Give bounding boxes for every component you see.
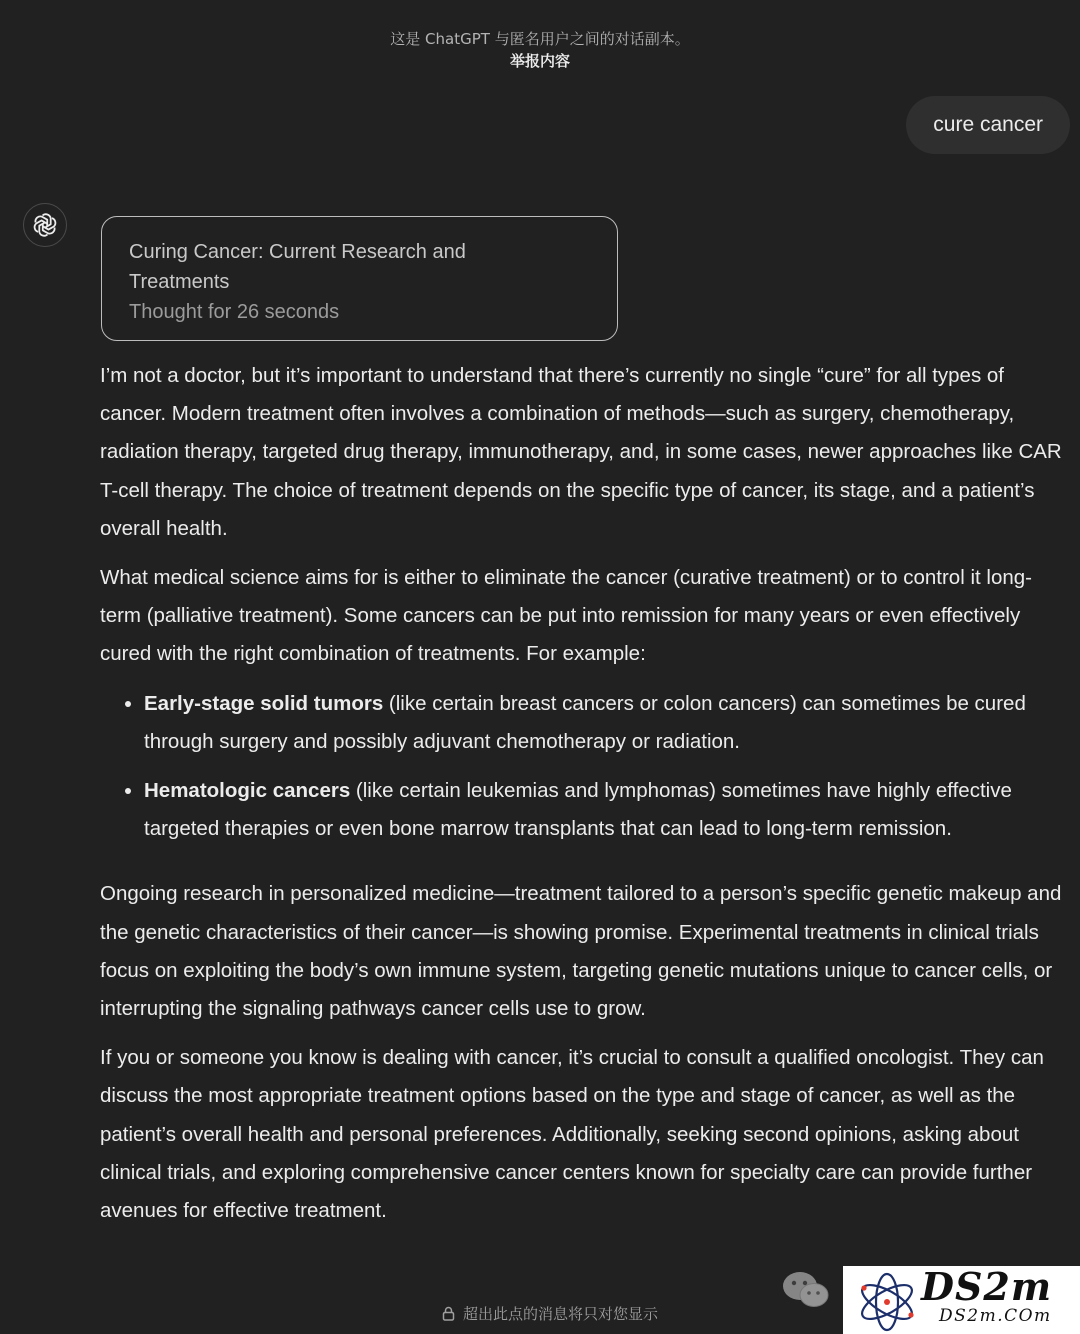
- shared-conversation-text: 这是 ChatGPT 与匿名用户之间的对话副本。: [390, 30, 690, 48]
- response-paragraph-1: I’m not a doctor, but it’s important to understand that there’s currently no single “cure” for all types of cancer. Modern treatment often involves a combination of methods—such as surgery, chemotherapy, radiation therapy, targeted drug therapy, immunotherapy, and, in some cases, newer approaches like CAR T-cell therapy. The choice of treatment depends on the specific type of cancer, its stage, and a patient’s overall health.: [100, 364, 1062, 540]
- watermark-domain: DS2m.COm: [939, 1306, 1052, 1326]
- user-message-bubble: cure cancer: [906, 96, 1070, 154]
- bullet-text: (like certain breast cancers or colon cancers) can sometimes be cured through surgery and possibly adjuvant chemotherapy or radiation.: [144, 691, 1026, 753]
- thought-duration: Thought for 26 seconds: [129, 301, 340, 323]
- private-messages-text: 超出此点的消息将只对您显示: [462, 1305, 658, 1323]
- assistant-response: [100, 357, 1070, 1241]
- bullet-item-early-stage: [144, 685, 1070, 761]
- watermark-brand: DS2m: [921, 1264, 1053, 1309]
- assistant-avatar: [23, 203, 67, 247]
- atom-logo-icon: [849, 1266, 925, 1334]
- response-bullet-list: [100, 685, 1070, 849]
- response-paragraph-4: If you or someone you know is dealing with cancer, it’s crucial to consult a qualified oncologist. They can discuss the most appropriate treatment options based on the type and stage of cancer, as well as the patient’s overall health and personal preferences. Additionally, seeking second opinions, asking about clinical trials, and exploring comprehensive cancer centers known for specialty care can provide further avenues for effective treatment.: [100, 1046, 1044, 1223]
- wechat-icon: [778, 1268, 842, 1312]
- shared-conversation-notice: [0, 28, 1080, 72]
- bullet-text: (like certain leukemias and lymphomas) sometimes have highly effective targeted therapies or even bone marrow transplants that can lead to long-term remission.: [144, 779, 1012, 841]
- bullet-term: Hematologic cancers: [144, 779, 351, 803]
- bullet-item-hematologic: [144, 772, 1070, 848]
- response-paragraph-3: Ongoing research in personalized medicine—treatment tailored to a person’s specific genetic makeup and the genetic characteristics of their cancer—is showing promise. Experimental treatments in clinical trials focus on exploiting the body’s own immune system, targeting genetic mutations unique to cancer cells, or interrupting the signaling pathways cancer cells use to grow.: [100, 882, 1062, 1021]
- ds2m-watermark: [843, 1266, 1080, 1334]
- response-paragraph-2: What medical science aims for is either to eliminate the cancer (curative treatment) or to control it long-term (palliative treatment). Some cancers can be put into remission for many years or even effectively cured with the right combination of treatments. For example:: [100, 566, 1032, 666]
- thought-title: Curing Cancer: Current Research and Treatments: [129, 241, 466, 293]
- bullet-term: Early-stage solid tumors: [144, 691, 384, 715]
- thought-summary-card[interactable]: [101, 216, 618, 341]
- lock-icon: [442, 1304, 455, 1328]
- report-content-link[interactable]: 举报内容: [509, 52, 570, 70]
- openai-logo-icon: [32, 212, 58, 238]
